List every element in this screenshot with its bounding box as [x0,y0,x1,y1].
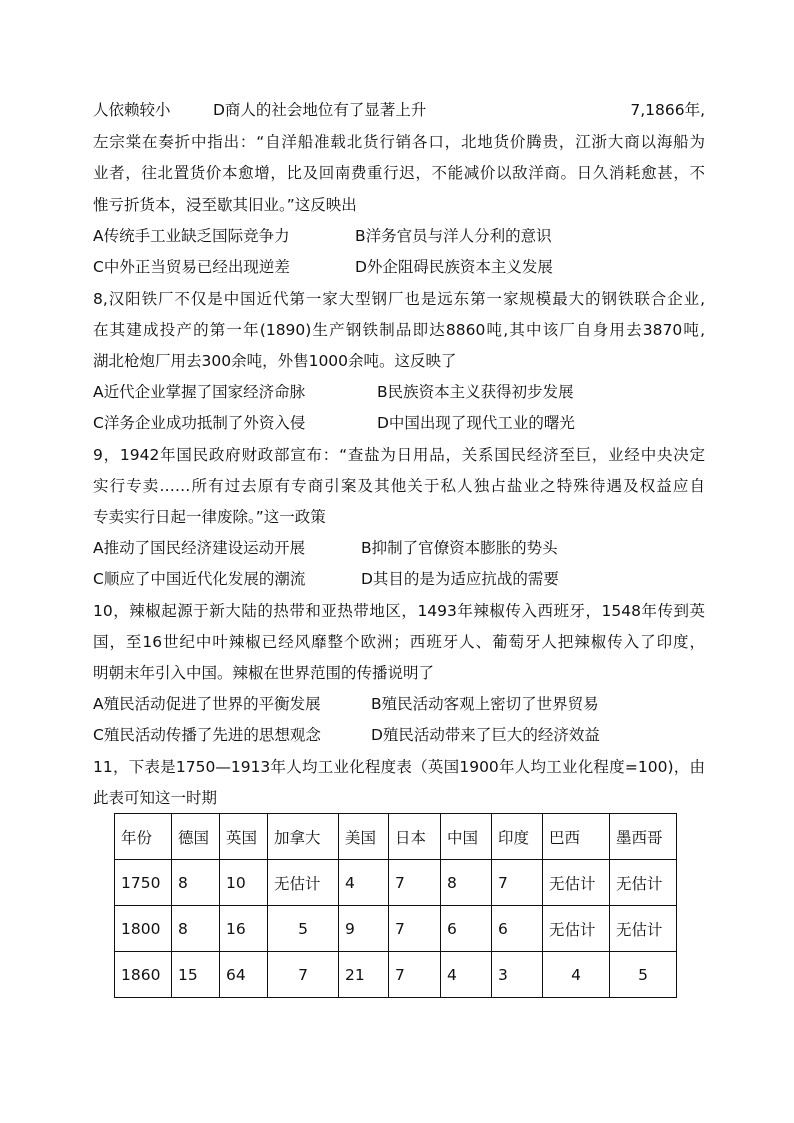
table-cell: 无估计 [268,860,339,906]
line-q6-options-and-q7-start [93,100,705,120]
header-cell: 中国 [441,814,492,860]
q9-stem-line-3: 专卖实行日起一律废除。”这一政策 [93,508,326,526]
q7-stem-line-3: 惟亏折货本，浸至歇其旧业。”这反映出 [93,196,357,214]
table-cell: 4 [441,952,492,998]
table-cell: 4 [543,952,610,998]
q9-option-d: D其目的是为适应抗战的需要 [361,570,559,588]
q8-option-b: B民族资本主义获得初步发展 [377,383,574,401]
table-cell: 5 [268,906,339,952]
table-cell: 7 [492,860,543,906]
table-cell: 9 [339,906,389,952]
table-cell: 无估计 [610,906,677,952]
table-cell: 1750 [115,860,172,906]
table-cell: 无估计 [610,860,677,906]
table-cell: 7 [389,860,441,906]
table-cell: 6 [492,906,543,952]
header-cell: 英国 [220,814,268,860]
q7-options-row-1 [93,226,705,246]
header-cell: 年份 [115,814,172,860]
table-cell: 21 [339,952,389,998]
q7-stem-line-1: 左宗棠在奏折中指出：“自洋船准载北货行销各口，北地货价腾贵，江浙大商以海船为 [93,133,705,151]
header-cell: 日本 [389,814,441,860]
q11-stem-line-2: 此表可知这一时期 [93,789,218,807]
q8-options-row-2 [93,413,705,433]
q9-stem-line-2: 实行专卖……所有过去原有专商引案及其他关于私人独占盐业之特殊待遇及权益应自 [93,477,705,495]
table-cell: 无估计 [543,860,610,906]
table-cell: 1860 [115,952,172,998]
q8-option-d: D中国出现了现代工业的曙光 [377,414,575,432]
table-cell: 8 [172,860,220,906]
header-cell: 德国 [172,814,220,860]
q9-option-a: A推动了国民经济建设运动开展 [93,539,306,557]
table-cell: 8 [172,906,220,952]
table-row [115,952,677,998]
table-cell: 10 [220,860,268,906]
header-cell: 美国 [339,814,389,860]
q9-options-row-2 [93,569,705,589]
q6-option-d: D商人的社会地位有了显著上升 [213,101,427,119]
q10-option-a: A殖民活动促进了世界的平衡发展 [93,695,321,713]
q7-option-d: D外企阻碍民族资本主义发展 [355,258,553,276]
header-cell: 墨西哥 [610,814,677,860]
table-cell: 1800 [115,906,172,952]
table-cell: 7 [389,906,441,952]
table-cell: 16 [220,906,268,952]
table-row [115,906,677,952]
q10-stem-line-2: 国，至16世纪中叶辣椒已经风靡整个欧洲；西班牙人、葡萄牙人把辣椒传入了印度， [93,633,705,651]
q10-option-d: D殖民活动带来了巨大的经济效益 [371,726,600,744]
table-cell: 7 [268,952,339,998]
q10-options-row-2 [93,725,705,745]
table-cell: 6 [441,906,492,952]
q8-option-a: A近代企业掌握了国家经济命脉 [93,383,306,401]
table-cell: 无估计 [543,906,610,952]
q9-options-row-1 [93,538,705,558]
q7-option-a: A传统手工业缺乏国际竞争力 [93,227,290,245]
table-cell: 7 [389,952,441,998]
q7-option-c: C中外正当贸易已经出现逆差 [93,258,290,276]
q8-option-c: C洋务企业成功抵制了外资入侵 [93,414,306,432]
q8-stem-line-2: 在其建成投产的第一年(1890)生产钢铁制品即达8860吨,其中该厂自身用去3870吨, [93,321,705,339]
q10-option-b: B殖民活动客观上密切了世界贸易 [371,695,599,713]
table-cell: 15 [172,952,220,998]
table-cell: 4 [339,860,389,906]
table-header-row [115,814,677,860]
header-cell: 印度 [492,814,543,860]
table-cell: 5 [610,952,677,998]
q9-option-b: B抑制了官僚资本膨胀的势头 [361,539,558,557]
q9-stem-line-1: 9，1942年国民政府财政部宣布：“查盐为日用品，关系国民经济至巨，业经中央决定 [93,446,705,464]
q8-stem-line-3: 湖北枪炮厂用去300余吨，外售1000余吨。这反映了 [93,352,457,370]
table-row [115,860,677,906]
header-cell: 加拿大 [268,814,339,860]
q6-option-c-tail: 人依赖较小 [93,101,171,119]
q7-options-row-2 [93,257,705,277]
table-cell: 3 [492,952,543,998]
q11-stem-line-1: 11，下表是1750—1913年人均工业化程度表（英国1900年人均工业化程度=100)，由 [93,758,705,776]
q10-stem-line-1: 10，辣椒起源于新大陆的热带和亚热带地区，1493年辣椒传入西班牙，1548年传到英 [93,602,705,620]
table-cell: 64 [220,952,268,998]
header-cell: 巴西 [543,814,610,860]
q7-number: 7,1866年, [630,101,705,119]
q10-option-c: C殖民活动传播了先进的思想观念 [93,726,321,744]
q9-option-c: C顺应了中国近代化发展的潮流 [93,570,306,588]
q10-stem-line-3: 明朝末年引入中国。辣椒在世界范围的传播说明了 [93,664,435,682]
q10-options-row-1 [93,694,705,714]
q7-option-b: B洋务官员与洋人分利的意识 [355,227,552,245]
industrialization-table [114,813,677,998]
q8-stem-line-1: 8,汉阳铁厂不仅是中国近代第一家大型钢厂也是远东第一家规模最大的钢铁联合企业, [93,290,705,308]
q8-options-row-1 [93,382,705,402]
q7-stem-line-2: 业者，往北置货价本愈增，比及回南费重行迟，不能减价以敌洋商。日久消耗愈甚，不 [93,164,705,182]
table-cell: 8 [441,860,492,906]
